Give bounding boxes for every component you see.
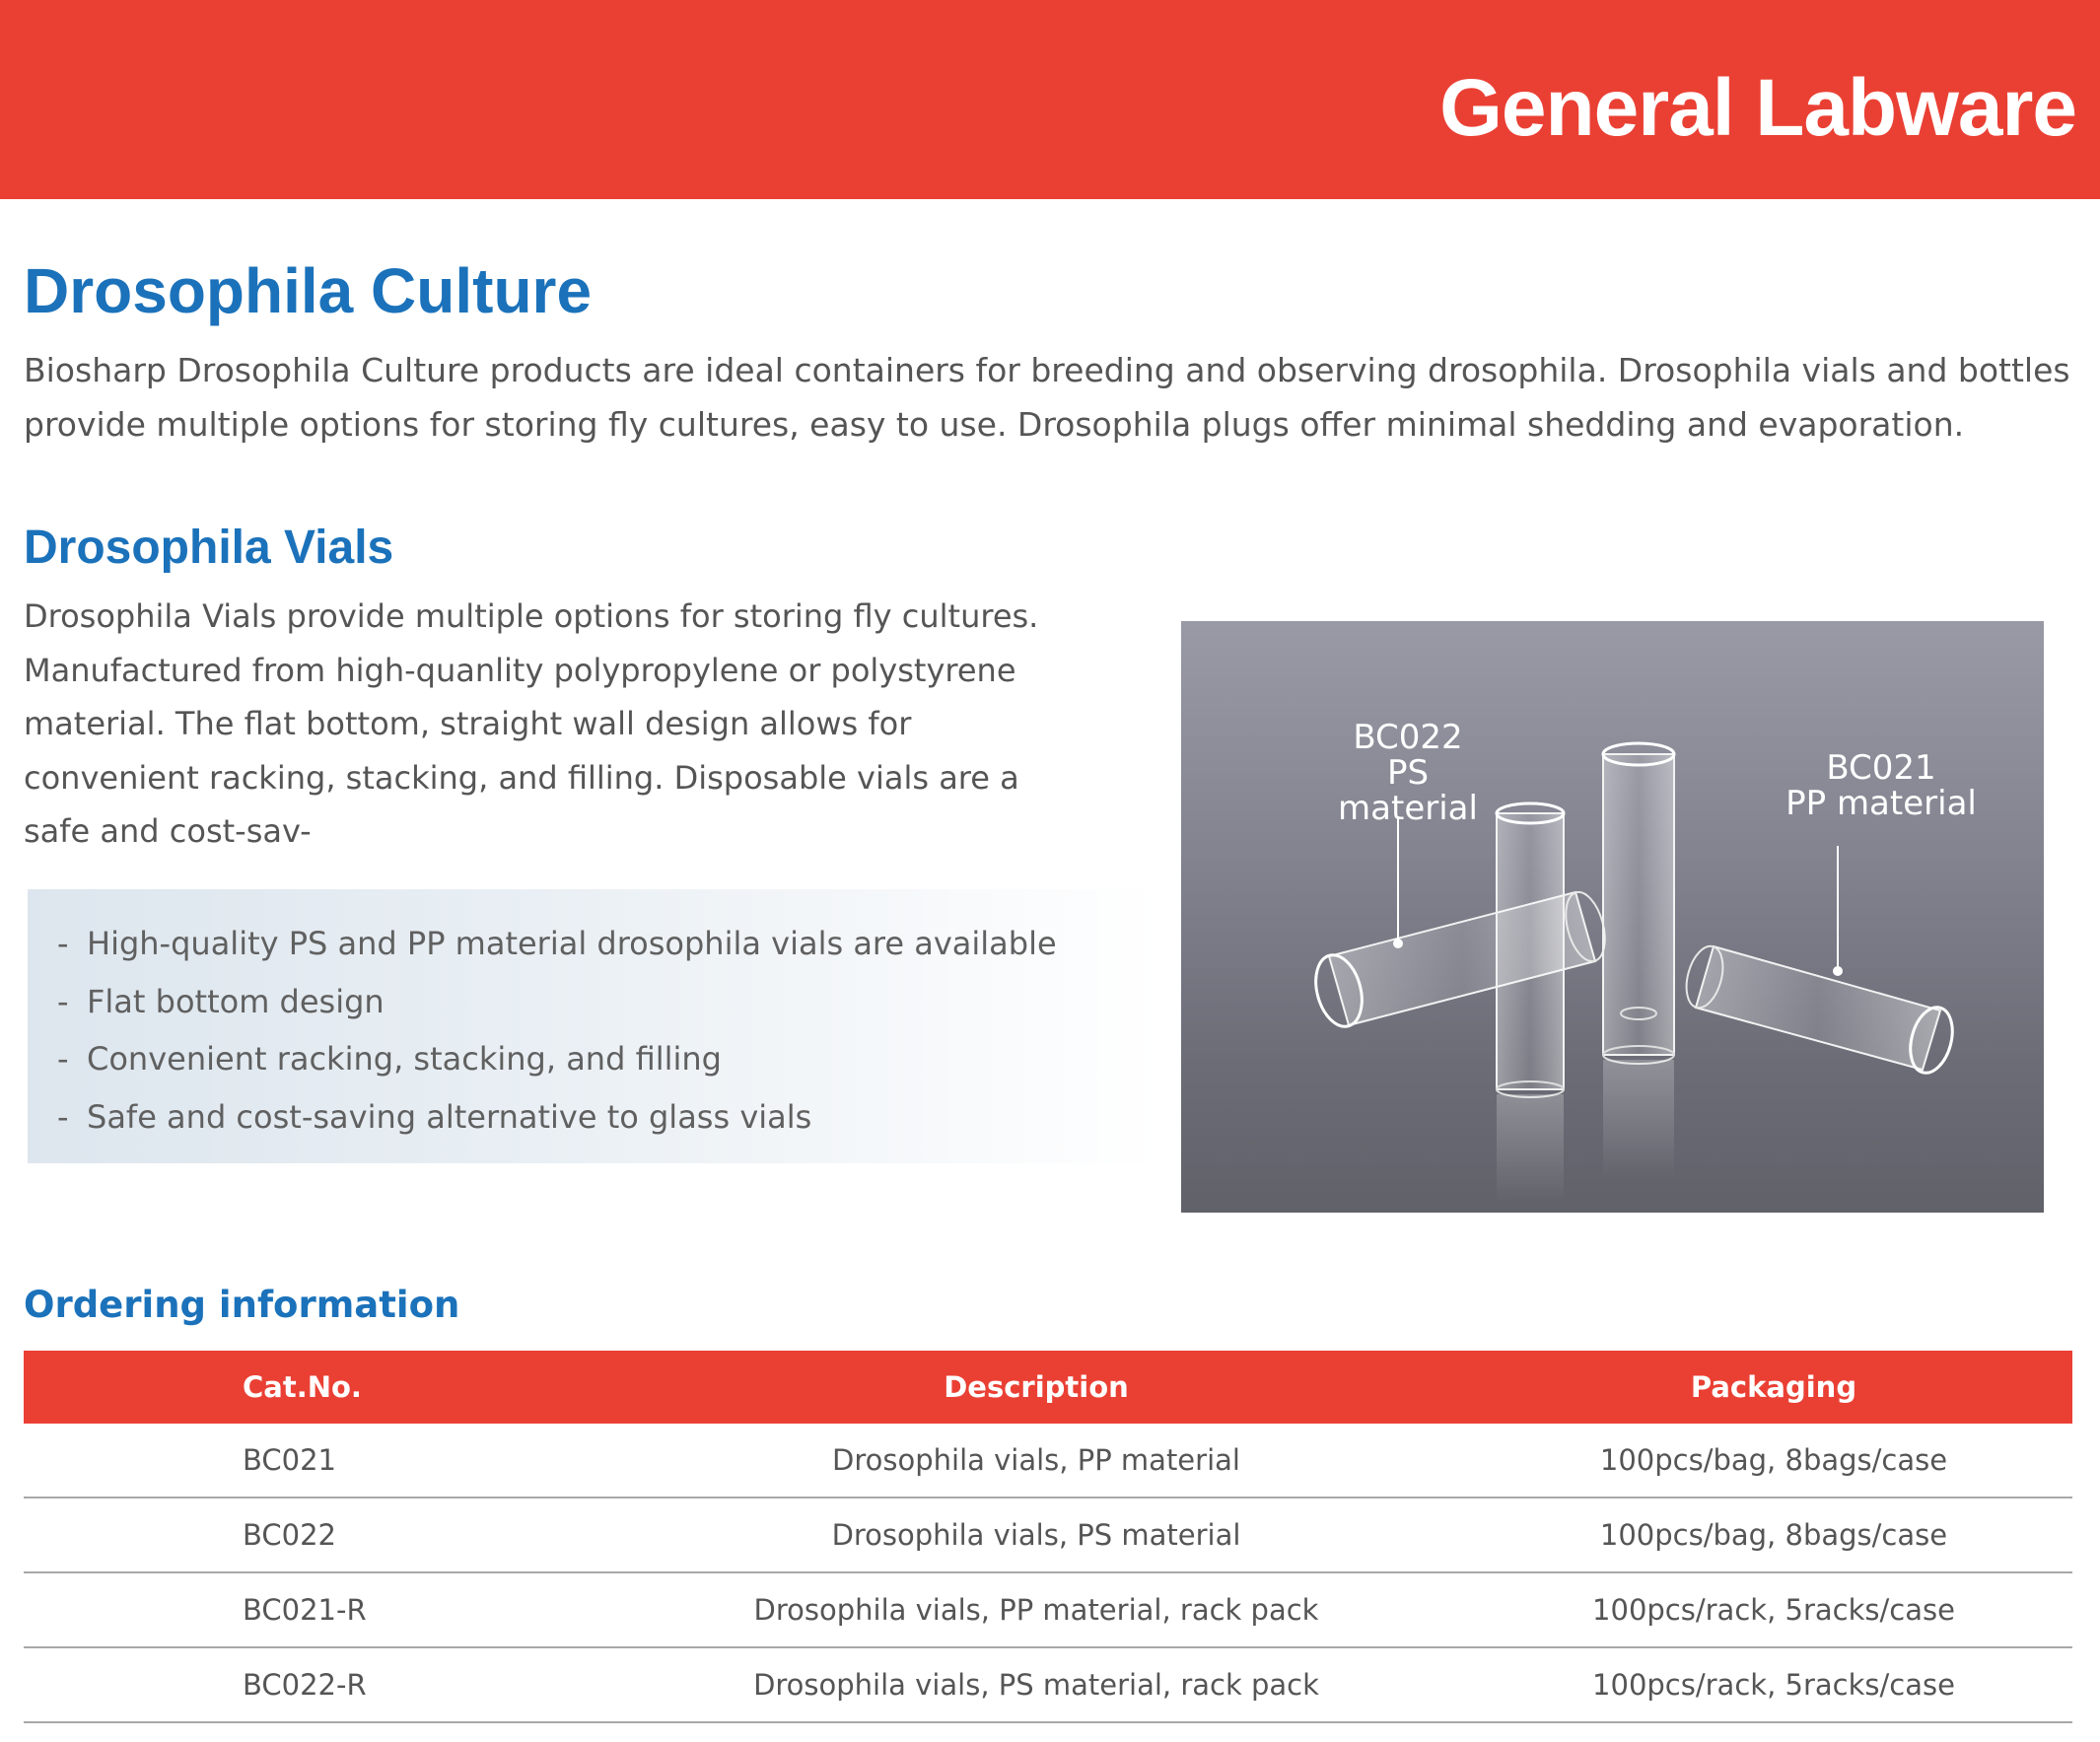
section-title: Drosophila Vials: [24, 522, 394, 574]
header-banner: [0, 0, 2100, 199]
callout-dot-left: [1393, 939, 1403, 948]
label-bc021-code: BC021: [1826, 748, 1936, 788]
bullet-dash: -: [57, 982, 69, 1020]
table-row: [24, 1498, 2072, 1572]
vial-standing-tall: [1603, 743, 1674, 1178]
feature-list: [28, 889, 1161, 1146]
vial-lying-left: [1308, 888, 1612, 1032]
feature-text: Flat bottom design: [87, 982, 385, 1020]
feature-text: Convenient racking, stacking, and filling: [87, 1040, 722, 1078]
column-header-packaging: Packaging: [1475, 1351, 2072, 1424]
bullet-dash: -: [57, 925, 69, 962]
feature-text: High-quality PS and PP material drosophila vials are available: [87, 925, 1057, 962]
table-row: [24, 1424, 2072, 1498]
ordering-title: Ordering information: [24, 1284, 460, 1326]
vials-illustration: [1181, 621, 2044, 1213]
cell-cat: BC021: [24, 1424, 597, 1498]
label-bc021: [1773, 750, 1990, 821]
feature-item: [57, 973, 1161, 1031]
feature-text: Safe and cost-saving alternative to glass vials: [87, 1097, 812, 1136]
label-bc022-material: PS material: [1338, 753, 1478, 828]
intro-paragraph: Biosharp Drosophila Culture products are ideal containers for breeding and observing drosophila. Drosophila vials and bottles provide multiple options for storing fly cultures, easy to use. Drosophila plugs offer minimal shedding and evaporation.: [24, 351, 2070, 444]
label-bc022: [1329, 720, 1487, 826]
vial-lying-right: [1680, 942, 1959, 1078]
cell-cat: BC021-R: [24, 1572, 597, 1647]
cell-cat: BC022: [24, 1498, 597, 1572]
cell-description: Drosophila vials, PP material, rack pack: [597, 1572, 1475, 1647]
bullet-dash: -: [57, 1097, 69, 1136]
label-bc021-material: PP material: [1785, 784, 1977, 823]
label-bc022-code: BC022: [1353, 718, 1463, 757]
cell-packaging: 100pcs/bag, 8bags/case: [1475, 1424, 2072, 1498]
section-description: Drosophila Vials provide multiple options for storing fly cultures. Manufactured from high-quanlity polypropylene or polystyrene material. The flat bottom, straight wall design allows for convenient racking, stacking, and filling. Disposable vials are a safe and cost-sav-: [24, 597, 1039, 850]
cell-description: Drosophila vials, PP material: [597, 1424, 1475, 1498]
product-photo: [1181, 621, 2044, 1213]
feature-box: [28, 889, 1161, 1163]
page-title: Drosophila Culture: [24, 255, 593, 326]
bullet-dash: -: [57, 1040, 69, 1078]
cell-packaging: 100pcs/rack, 5racks/case: [1475, 1647, 2072, 1722]
table-header-row: [24, 1351, 2072, 1424]
table-row: [24, 1647, 2072, 1722]
cell-description: Drosophila vials, PS material: [597, 1498, 1475, 1572]
feature-item: [57, 1088, 1161, 1147]
ordering-table: [24, 1351, 2072, 1723]
column-header-description: Description: [597, 1351, 1475, 1424]
feature-item: [57, 1030, 1161, 1088]
cell-description: Drosophila vials, PS material, rack pack: [597, 1647, 1475, 1722]
vial-standing-short: [1497, 803, 1564, 1203]
cell-packaging: 100pcs/rack, 5racks/case: [1475, 1572, 2072, 1647]
cell-cat: BC022-R: [24, 1647, 597, 1722]
cell-packaging: 100pcs/bag, 8bags/case: [1475, 1498, 2072, 1572]
table-row: [24, 1572, 2072, 1647]
brand-title: General Labware: [1439, 63, 2076, 153]
feature-item: [57, 915, 1161, 973]
callout-dot-right: [1833, 966, 1843, 976]
column-header-cat: Cat.No.: [24, 1351, 597, 1424]
